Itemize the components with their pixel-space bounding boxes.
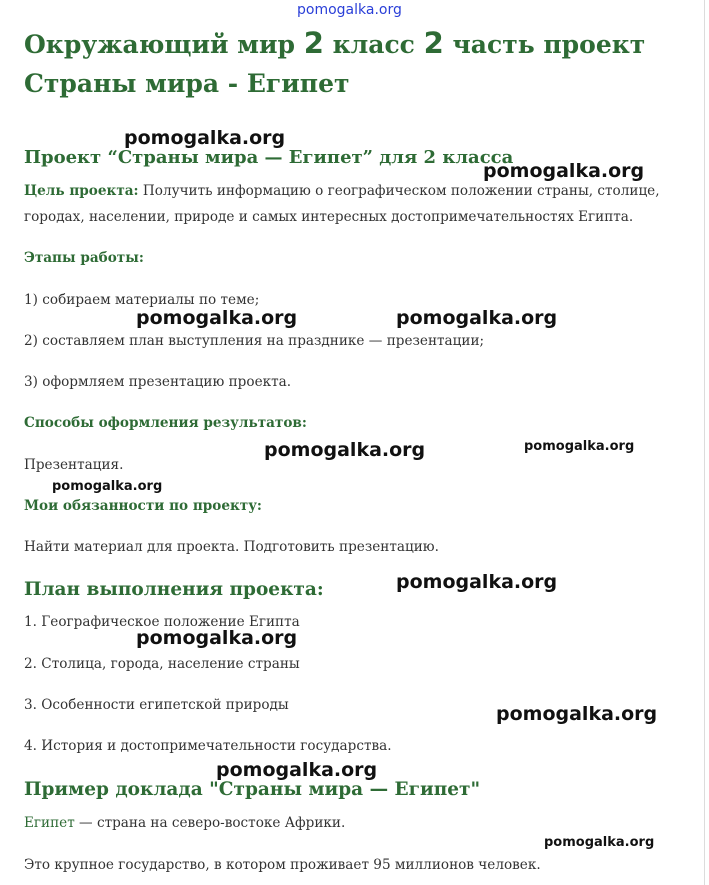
report-line-2: Это крупное государство, в котором проживает 95 миллионов человек. — [24, 857, 541, 873]
watermark: pomogalka.org — [136, 307, 298, 329]
goal-text: Получить информацию о географическом положении страны, столице, городах, населении, природе и самых интересных достопримечательностях Египта. — [24, 183, 660, 225]
watermark: pomogalka.org — [496, 703, 658, 725]
report-line-1-rest: — страна на северо-востоке Африки. — [74, 815, 346, 831]
stage-item-2: 2) составляем план выступления на празднике — презентации; — [24, 333, 485, 349]
egypt-link[interactable]: Египет — [24, 815, 75, 831]
title-part-3: часть проект Страны мира - Египет — [24, 30, 646, 98]
plan-item-4: 4. История и достопримечательности государства. — [24, 738, 392, 754]
plan-item-1: 1. Географическое положение Египта — [24, 614, 300, 630]
report-line-1 — [24, 815, 345, 831]
project-heading: Проект “Страны мира — Египет” для 2 класса — [24, 147, 514, 168]
title-part-1: Окружающий мир — [24, 30, 304, 59]
watermark: pomogalka.org — [396, 571, 558, 593]
methods-text: Презентация. — [24, 457, 124, 473]
goal-label: Цель проекта: — [24, 183, 139, 199]
watermark: pomogalka.org — [264, 439, 426, 461]
right-border-line — [704, 0, 705, 885]
watermark: pomogalka.org — [216, 759, 378, 781]
watermark: pomogalka.org — [124, 127, 286, 149]
title-part-number: 2 — [423, 26, 444, 60]
title-part-2: класс — [323, 30, 424, 59]
stage-item-1: 1) собираем материалы по теме; — [24, 292, 260, 308]
watermark: pomogalka.org — [524, 439, 635, 454]
watermark: pomogalka.org — [483, 160, 645, 182]
header-watermark: pomogalka.org — [297, 2, 402, 18]
plan-heading: План выполнения проекта: — [24, 579, 324, 600]
stages-label: Этапы работы: — [24, 250, 144, 266]
title-grade-number: 2 — [303, 26, 324, 60]
duties-label: Мои обязанности по проекту: — [24, 498, 262, 514]
page-title — [24, 24, 684, 103]
watermark: pomogalka.org — [52, 479, 163, 494]
plan-item-2: 2. Столица, города, население страны — [24, 656, 300, 672]
methods-label: Способы оформления результатов: — [24, 415, 307, 431]
watermark: pomogalka.org — [396, 307, 558, 329]
duties-text: Найти материал для проекта. Подготовить презентацию. — [24, 539, 439, 555]
stage-item-3: 3) оформляем презентацию проекта. — [24, 374, 292, 390]
watermark: pomogalka.org — [136, 627, 298, 649]
goal-paragraph — [24, 178, 684, 230]
report-heading: Пример доклада "Страны мира — Египет" — [24, 779, 481, 800]
plan-item-3: 3. Особенности египетской природы — [24, 697, 289, 713]
watermark: pomogalka.org — [544, 835, 655, 850]
